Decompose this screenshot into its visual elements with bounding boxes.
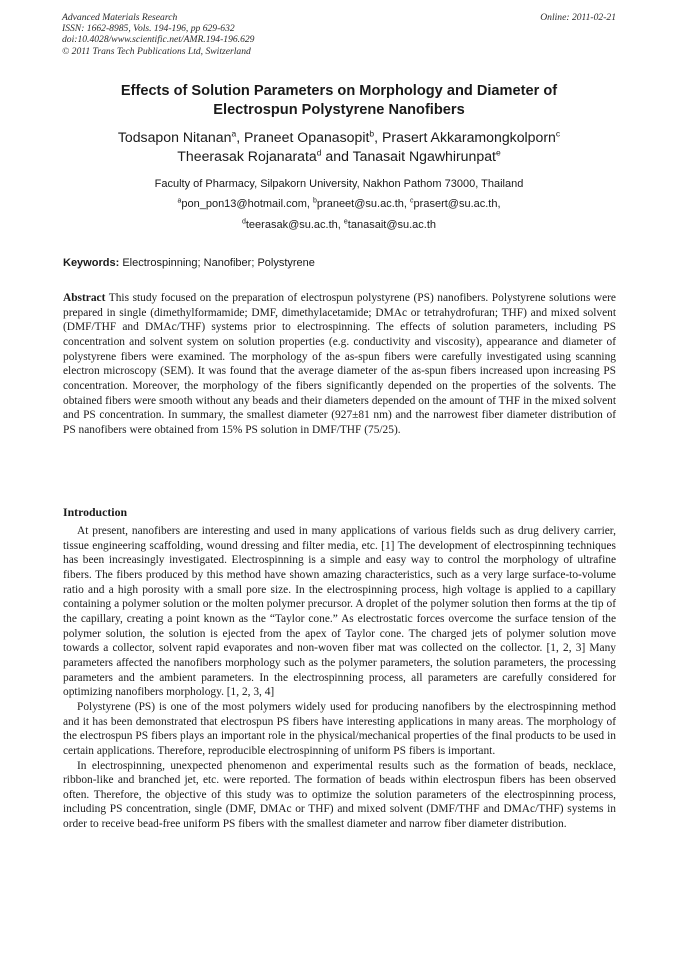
author-sup: b xyxy=(369,128,375,139)
abstract xyxy=(63,291,616,438)
email-line-1: $^a$pon_pon13@hotmail.com, $^b$praneet@su.ac.th, $^c$prasert@su.ac.th, xyxy=(177,197,501,210)
affiliation: Faculty of Pharmacy, Silpakorn University, Nakhon Pathom 73000, Thailand xyxy=(154,178,524,190)
keywords xyxy=(63,256,616,270)
email-line-2: $^d$teerasak@su.ac.th, $^e$tanasait@su.ac.th xyxy=(241,218,437,231)
author-sup: a xyxy=(231,128,237,139)
email-sup: d xyxy=(241,218,246,226)
email-sup: a xyxy=(177,197,182,205)
keywords-label: Keywords: xyxy=(63,257,120,269)
email-b[interactable]: praneet@su.ac.th xyxy=(316,198,404,210)
author-name: Todsapon Nitanan xyxy=(117,129,232,145)
author-sep: , xyxy=(374,129,382,145)
journal-name: Advanced Materials Research xyxy=(62,12,178,23)
author-name: Praneet Opanasopit xyxy=(244,129,370,145)
author-name: Prasert Akkaramongkolporn xyxy=(381,129,556,145)
intro-paragraph: At present, nanofibers are interesting and used in many applications of various fields such as drug delivery carrier, tissue engineering scaffolding, wound dressing and filter media, etc. [1] The development of electrospinning techniques has been increasingly investigated. Electrospinning is a simple and easy way to control the morphology of ultrafine fibers. The fibers produced by this method have shown amazing characteristics, such as a very large surface-to-volume ratio and a high porosity with a small pore size. In the electrospinning process, high voltage is applied to a capillary containing a polymer solution or the molten polymer precursor. A droplet of the polymer solution then forms at the tip of the capillary, creating a point known as the “Taylor cone.” As electrostatic forces overcome the surface tension of the polymer solution, the solution is ejected from the apex of Taylor cone. The charged jets of polymer solution move towards a collector, solvent rapid evaporates and non-woven fiber mat was collected on the collector. [1, 2, 3] Many parameters affected the nanofibers morphology such as the polymer parameters, the solution parameters, the processing parameters and the ambient parameters. In the electrospinning process, all parameters are carefully considered for optimizing nanofibers morphology. [1, 2, 3, 4] xyxy=(63,525,616,699)
running-header xyxy=(62,12,616,57)
author-name: Tanasait Ngawhirunpat xyxy=(352,147,496,164)
author-sep: and xyxy=(321,147,353,164)
doi-line: doi:10.4028/www.scientific.net/AMR.194-196.629 xyxy=(62,34,255,46)
issn-line: ISSN: 1662-8985, Vols. 194-196, pp 629-632 xyxy=(62,23,235,35)
author-sup: e xyxy=(495,146,501,157)
author-sep: , xyxy=(236,129,245,145)
introduction-body xyxy=(63,524,616,832)
intro-paragraph: In electrospinning, unexpected phenomenon and experimental results such as the formation of beads, necklace, ribbon-like and branched jet, etc. were reported. The formation of beads within electrospun fibers has been observed often. Therefore, the objective of this study was to optimize the solution parameters of the electrospinning process, including PS concentration, single (DMF, DMAc or THF) and mixed solvent (DMF/THF and DMAc/THF) systems in order to receive bead-free uniform PS fibers with the smallest diameter and narrow fiber diameter distribution. xyxy=(63,759,616,831)
email-d[interactable]: teerasak@su.ac.th xyxy=(245,219,338,231)
paper-title xyxy=(62,82,616,119)
title-line-2: Electrospun Polystyrene Nanofibers xyxy=(213,101,465,118)
email-e[interactable]: tanasait@su.ac.th xyxy=(347,219,437,231)
email-sup: e xyxy=(343,218,348,226)
author-sup: d xyxy=(316,146,322,157)
intro-paragraph: Polystyrene (PS) is one of the most polymers widely used for producing nanofibers by the electrospinning method and it has been demonstrated that electrospun PS fibers have interesting applications in many areas. The morphology of the electrospun PS fibers plays an important role in the physical/mechanical properties of the final products to be used in certain applications. Therefore, reproducible electrospinning of uniform PS fibers is important. xyxy=(63,700,616,757)
author-name: Theerasak Rojanarata xyxy=(177,147,317,164)
email-c[interactable]: prasert@su.ac.th xyxy=(413,198,498,210)
author-line-1 xyxy=(62,128,616,147)
introduction-heading: Introduction xyxy=(63,505,128,519)
title-line-1: Effects of Solution Parameters on Morphology and Diameter of xyxy=(120,83,558,99)
keywords-text: Electrospinning; Nanofiber; Polystyrene xyxy=(122,257,315,269)
email-a[interactable]: pon_pon13@hotmail.com xyxy=(181,198,307,210)
author-list xyxy=(62,128,616,165)
author-sup: c xyxy=(555,128,561,139)
online-date: Online: 2011-02-21 xyxy=(540,12,616,23)
abstract-label: Abstract xyxy=(63,292,106,304)
author-line-2 xyxy=(62,147,616,166)
email-sup: c xyxy=(410,197,414,205)
copyright-line: © 2011 Trans Tech Publications Ltd, Switzerland xyxy=(62,45,251,57)
email-sup: b xyxy=(313,197,317,205)
abstract-text: This study focused on the preparation of electrospun polystyrene (PS) nanofibers. Polystyrene solutions were prepared in single (dimethylformamide; DMF, dimethylacetamide; DMAc or tetrahydrofuran; THF) and mixed solvent (DMF/THF and DMAc/THF) systems prior to electrospinning. The effects of solution parameters, including PS concentration and solvent system on solution properties (e.g. conductivity and viscosity), appearance and diameter of polystyrene fibers were examined. The morphology of the as-spun fibers were carefully investigated using scanning electron microscopy (SEM). It was found that the average diameter of the as-spun fibers increased upon increasing PS concentration. Moreover, the morphology of the fibers significantly depended on the properties of the solvents. The obtained fibers were smooth without any beads and their diameters depended on the amount of THF in the mixed solvent and PS concentration. In summary, the smallest diameter (927±81 nm) and the narrowest fiber diameter distribution of PS nanofibers were obtained from 15% PS solution in DMF/THF (75/25). xyxy=(63,292,616,436)
